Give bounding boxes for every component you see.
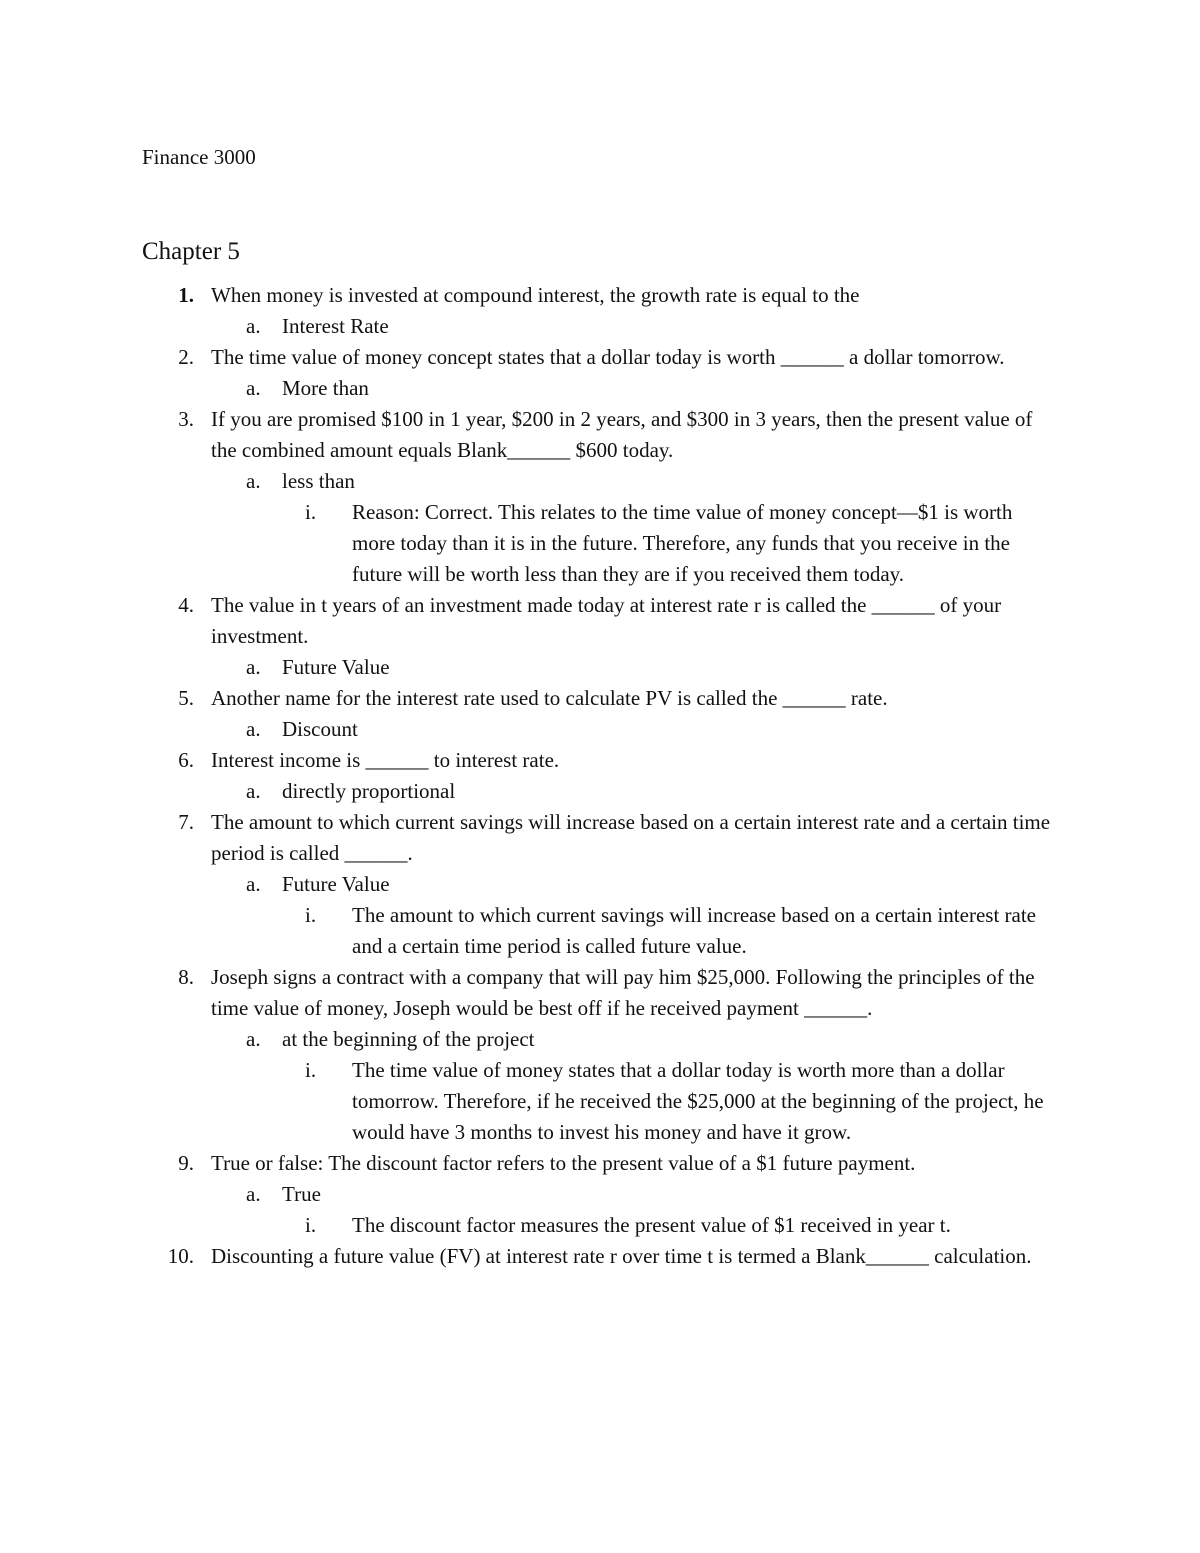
explanation-text: The discount factor measures the present value of $1 received in year t. [352, 1213, 951, 1237]
question-number: 10. [167, 1244, 194, 1268]
question-number: 1. [178, 283, 194, 307]
answer-letter: a. [246, 314, 261, 338]
answer-text: True [282, 1182, 321, 1206]
answer-letter: a. [246, 1182, 261, 1206]
explanation-item [0, 1210, 1052, 1241]
answer-text: More than [282, 376, 369, 400]
question-text: If you are promised $100 in 1 year, $200 in 2 years, and $300 in 3 years, then the present value of the combined amount equals Blank______ $600 today. [211, 407, 1033, 462]
question-item [0, 1148, 1056, 1179]
question-list [0, 280, 1200, 1272]
answer-item [0, 373, 1056, 404]
explanation-item [0, 900, 1052, 962]
explanation-numeral: i. [305, 903, 317, 927]
explanation-text: The time value of money states that a dollar today is worth more than a dollar tomorrow. Therefore, if he received the $25,000 at the beginning of the project, he would have 3 months to invest his money and have it grow. [352, 1058, 1044, 1144]
question-item [0, 745, 1056, 776]
chapter-heading: Chapter 5 [142, 238, 240, 265]
course-title: Finance 3000 [142, 145, 256, 169]
question-number: 7. [178, 810, 194, 834]
question-item [0, 1241, 1056, 1272]
explanation-item [0, 1055, 1052, 1148]
question-number: 4. [178, 593, 194, 617]
question-number: 6. [178, 748, 194, 772]
question-text: The time value of money concept states that a dollar today is worth ______ a dollar tomorrow. [211, 345, 1005, 369]
question-number: 8. [178, 965, 194, 989]
question-item [0, 280, 1056, 311]
question-item [0, 962, 1056, 1024]
answer-letter: a. [246, 469, 261, 493]
explanation-numeral: i. [305, 1058, 317, 1082]
question-text: Joseph signs a contract with a company that will pay him $25,000. Following the principles of the time value of money, Joseph would be best off if he received payment ______. [211, 965, 1035, 1020]
answer-item [0, 311, 1056, 342]
answer-text: Interest Rate [282, 314, 389, 338]
question-number: 9. [178, 1151, 194, 1175]
question-item [0, 590, 1056, 652]
explanation-item [0, 497, 1052, 590]
answer-item [0, 776, 1056, 807]
question-text: When money is invested at compound interest, the growth rate is equal to the [211, 283, 860, 307]
question-item [0, 342, 1056, 373]
answer-item [0, 1024, 1056, 1055]
answer-text: less than [282, 469, 355, 493]
question-text: Interest income is ______ to interest rate. [211, 748, 560, 772]
question-text: The value in t years of an investment made today at interest rate r is called the ______ of your investment. [211, 593, 1002, 648]
explanation-text: Reason: Correct. This relates to the time value of money concept—$1 is worth more today than it is in the future. Therefore, any funds that you receive in the future will be worth less than they are if you received them today. [352, 500, 1013, 586]
answer-letter: a. [246, 717, 261, 741]
question-text: Discounting a future value (FV) at interest rate r over time t is termed a Blank______ calculation. [211, 1244, 1032, 1268]
question-number: 2. [178, 345, 194, 369]
answer-letter: a. [246, 779, 261, 803]
question-text: Another name for the interest rate used to calculate PV is called the ______ rate. [211, 686, 888, 710]
answer-text: Future Value [282, 872, 390, 896]
answer-text: directly proportional [282, 779, 456, 803]
answer-letter: a. [246, 376, 261, 400]
answer-item [0, 714, 1056, 745]
explanation-numeral: i. [305, 500, 317, 524]
question-text: True or false: The discount factor refers to the present value of a $1 future payment. [211, 1151, 916, 1175]
answer-text: at the beginning of the project [282, 1027, 535, 1051]
explanation-numeral: i. [305, 1213, 317, 1237]
answer-text: Discount [282, 717, 358, 741]
answer-letter: a. [246, 655, 261, 679]
question-number: 3. [178, 407, 194, 431]
answer-item [0, 869, 1056, 900]
question-number: 5. [178, 686, 194, 710]
answer-item [0, 1179, 1056, 1210]
question-text: The amount to which current savings will increase based on a certain interest rate and a certain time period is called ______. [211, 810, 1051, 865]
answer-item [0, 466, 1056, 497]
explanation-text: The amount to which current savings will increase based on a certain interest rate and a certain time period is called future value. [352, 903, 1036, 958]
answer-item [0, 652, 1056, 683]
question-item [0, 683, 1056, 714]
question-item [0, 404, 1056, 466]
answer-text: Future Value [282, 655, 390, 679]
answer-letter: a. [246, 872, 261, 896]
question-item [0, 807, 1056, 869]
answer-letter: a. [246, 1027, 261, 1051]
